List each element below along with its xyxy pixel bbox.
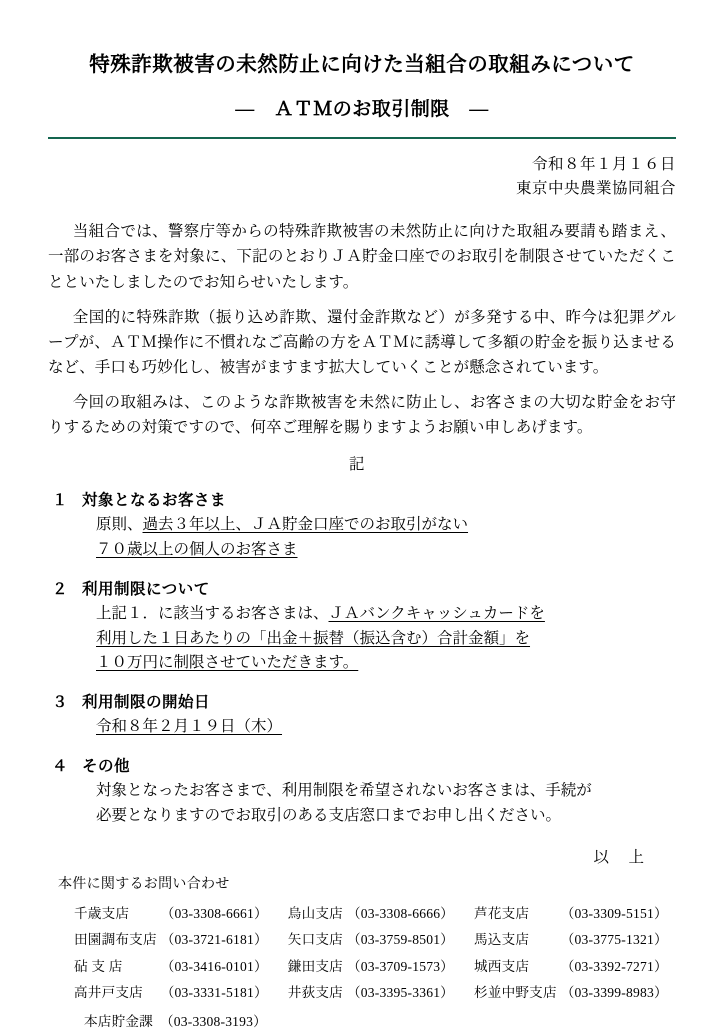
item-4-heading [48,754,676,776]
branch-name: 鎌田支店 [287,958,343,974]
item-2-heading [48,577,676,599]
item-1-number: １ [51,492,68,510]
branch-tel: （03-3416-0101） [160,958,268,974]
item-3-line-1 [96,715,676,740]
item-2-line-3-underlined: １０万円に制限させていただきます。 [96,654,359,672]
list-item [48,488,676,563]
table-row [74,978,688,1004]
list-item [48,577,676,676]
branch-contact-table [74,899,688,1005]
item-2-line-1-underlined: ＪＡバンクキャッシュカードを [328,604,545,622]
item-1-label: 対象となるお客さま [82,492,227,510]
item-4-line-1: 対象となったお客さまで、利用制限を希望されないお客さまは、手続が [96,782,592,800]
item-2-label: 利用制限について [82,580,210,598]
header-divider [48,137,676,139]
branch-tel: （03-3309-5151） [560,905,668,921]
list-item [48,690,676,740]
table-row [74,951,688,977]
branch-tel: （03-3399-8983） [560,984,668,1000]
document-issuer: 東京中央農業協同組合 [515,180,676,198]
branch-tel: （03-3308-6666） [346,905,454,921]
paragraph-2: 全国的に特殊詐欺（振り込め詐欺、還付金詐欺など）が多発する中、昨今は犯罪グループが、ＡＴＭ操作に不慣れなご高齢の方をＡＴＭに誘導して多額の貯金を振り込ませるなど、手口も巧妙化し、被害がますます拡大していくことが懸念されています。 [48,308,676,376]
list-item [48,754,676,829]
branch-name: 芦花支店 [473,905,530,921]
item-2-number: ２ [51,580,68,598]
item-4-label: その他 [82,758,131,776]
table-row [74,925,688,951]
item-3-label: 利用制限の開始日 [82,694,211,712]
item-4-number: ４ [51,758,68,776]
head-office-contact: 本店貯金課 （03-3308-3193） [84,1014,267,1030]
branch-tel: （03-3308-6661） [160,905,268,921]
branch-name: 矢口支店 [287,932,343,948]
item-2-line-2-underlined: 利用した１日あたりの「出金＋振替（振込含む）合計金額」を [96,629,531,647]
item-2-line-1-plain: 上記１．に該当するお客さまは、 [96,604,329,622]
branch-tel: （03-3392-7271） [560,958,668,974]
page-subtitle: ― ＡＴＭのお取引制限 ― [235,98,489,120]
paragraph-1: 当組合では、警察庁等からの特殊詐欺被害の未然防止に向けた取組み要請も踏まえ、一部のお客さまを対象に、下記のとおりＪＡ貯金口座でのお取引を制限させていただくことといたしましたのでお知らせいたします。 [48,223,676,291]
branch-name: 馬込支店 [473,932,530,948]
item-1-body [96,513,676,563]
branch-tel: （03-3709-1573） [346,958,454,974]
branch-tel: （03-3395-3361） [346,984,454,1000]
item-2-line-2 [96,627,676,652]
closing-label: 以 上 [593,848,646,866]
branch-name: 井荻支店 [287,984,343,1000]
page-title: 特殊詐欺被害の未然防止に向けた当組合の取組みについて [89,54,635,76]
table-row [74,899,688,925]
item-1-line-1 [96,513,676,538]
item-3-line-1-underlined: 令和８年２月１９日（木） [96,718,283,736]
item-2-body [96,602,676,676]
item-4-body [96,779,676,829]
item-1-line-2-underlined: ７０歳以上の個人のお客さま [96,541,298,559]
item-1-line-2 [96,538,676,563]
branch-tel: （03-3721-6181） [160,932,268,948]
branch-tel: （03-3775-1321） [560,932,668,948]
paragraph-3: 今回の取組みは、このような詐欺被害を未然に防止し、お客さまの大切な貯金をお守りするための対策ですので、何卒ご理解を賜りますようお願い申しあげます。 [48,394,676,437]
item-1-line-1-plain: 原則、 [96,516,143,534]
branch-name: 砧 支 店 [74,958,123,974]
item-3-heading [48,690,676,712]
item-3-number: ３ [51,694,68,712]
branch-name: 田園調布支店 [74,932,157,948]
item-2-line-1 [96,602,676,627]
branch-name: 烏山支店 [287,905,343,921]
item-3-body [96,715,676,740]
branch-name: 高井戸支店 [74,984,143,1000]
branch-name: 千歳支店 [74,905,130,921]
item-2-line-3 [96,651,676,676]
branch-name: 城西支店 [473,958,530,974]
document-date: 令和８年１月１６日 [531,156,676,174]
item-4-line-2: 必要となりますのでお取引のある支店窓口までお申し出ください。 [96,806,562,824]
ki-label: 記 [348,456,365,474]
branch-tel: （03-3331-5181） [160,984,268,1000]
item-1-line-1-underlined: 過去３年以上、ＪＡ貯金口座でのお取引がない [142,516,469,534]
item-1-heading [48,488,676,510]
branch-name: 杉並中野支店 [473,984,557,1000]
branch-tel: （03-3759-8501） [346,932,454,948]
contact-title: 本件に関するお問い合わせ [58,876,230,892]
